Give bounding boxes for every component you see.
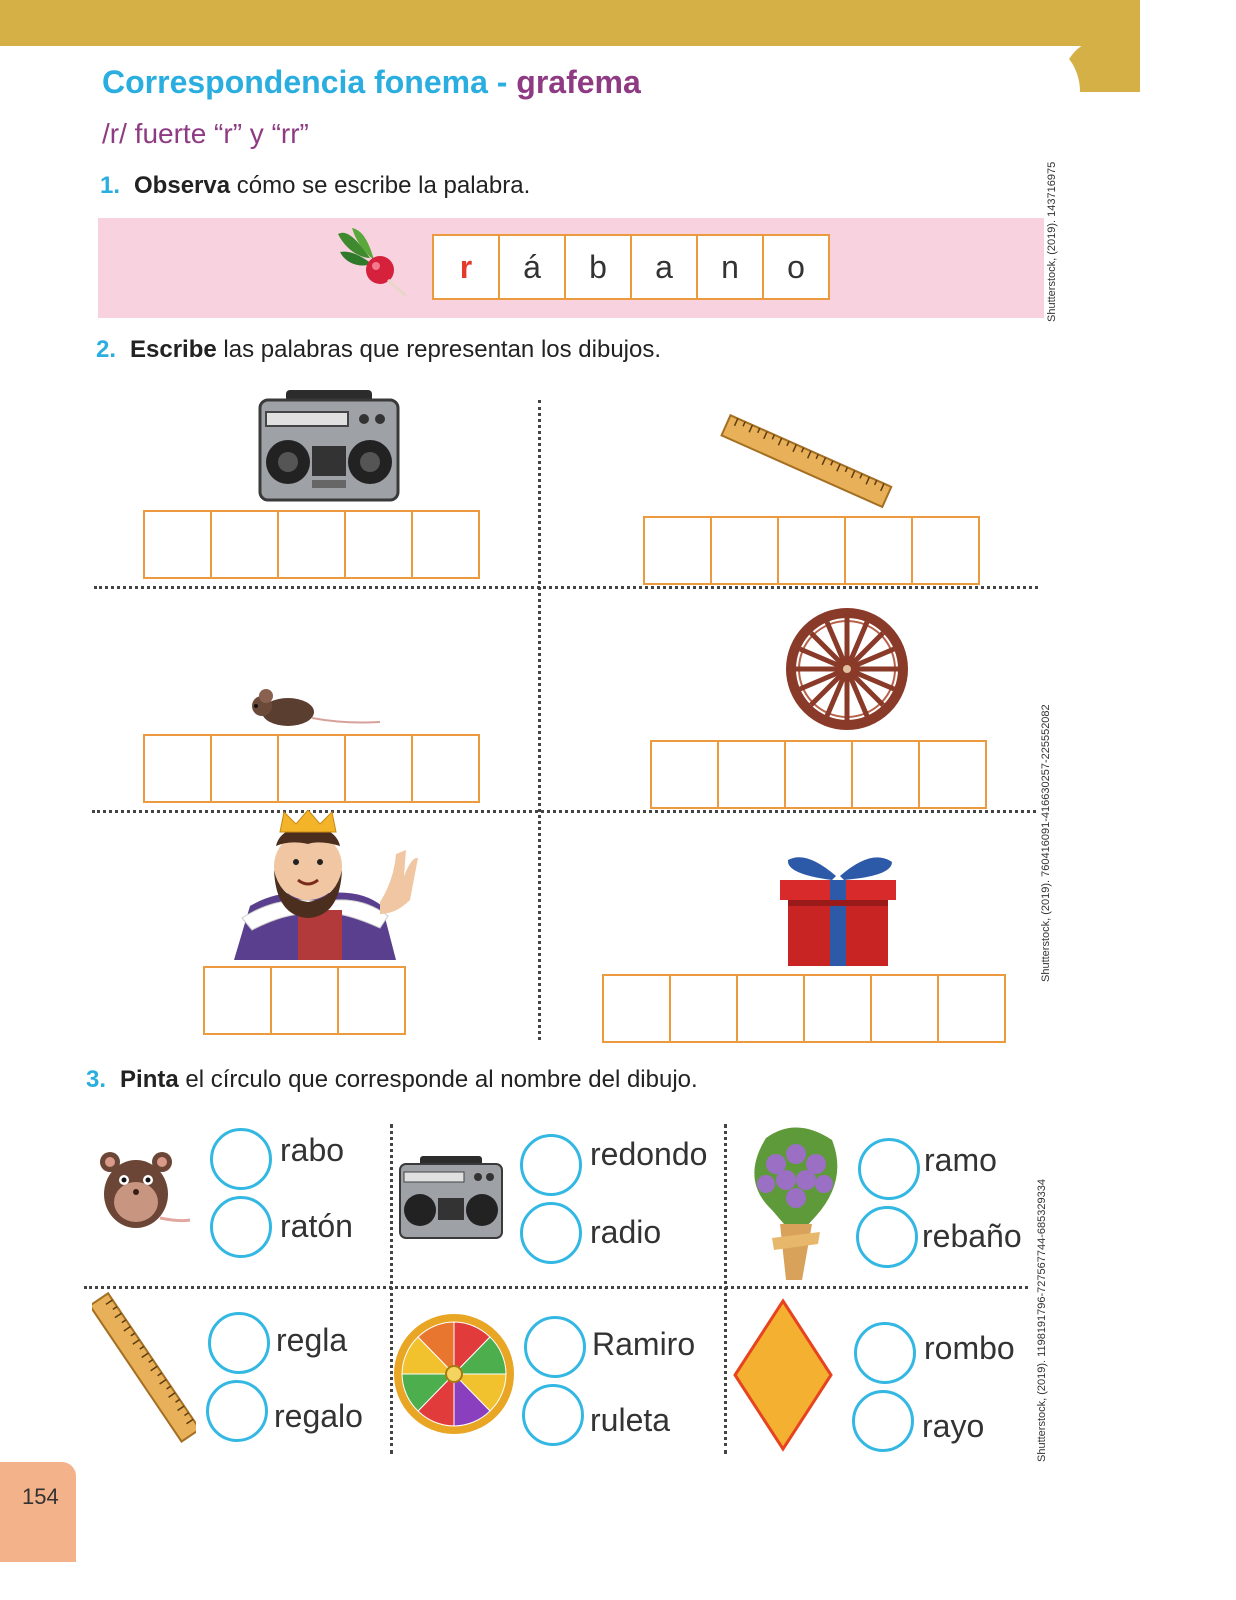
instruction-1: 1. Observa cómo se escribe la palabra. bbox=[100, 172, 531, 199]
instruction-2: 2. Escribe las palabras que representan los dibujos. bbox=[96, 336, 662, 363]
mouse-icon bbox=[244, 688, 384, 728]
answer-circle[interactable] bbox=[520, 1202, 582, 1264]
instruction-3: 3. Pinta el círculo que corresponde al nombre del dibujo. bbox=[86, 1066, 698, 1093]
option-word: ramo bbox=[924, 1142, 997, 1178]
letter-input-box[interactable] bbox=[143, 510, 212, 579]
option-word: rombo bbox=[924, 1330, 1015, 1366]
letter-input-box[interactable] bbox=[277, 510, 346, 579]
letter-input-box[interactable] bbox=[344, 734, 413, 803]
ruler-icon bbox=[716, 414, 896, 510]
option-word: radio bbox=[590, 1214, 662, 1250]
letter-box: á bbox=[498, 234, 566, 300]
option-word: rayo bbox=[922, 1408, 985, 1444]
radio-icon bbox=[398, 1154, 504, 1240]
answer-circle[interactable] bbox=[206, 1380, 268, 1442]
wheel-icon bbox=[784, 606, 910, 732]
mouse-icon bbox=[100, 1148, 192, 1232]
gift-icon bbox=[776, 850, 900, 968]
letter-input-box[interactable] bbox=[784, 740, 853, 809]
letter-box: b bbox=[564, 234, 632, 300]
answer-boxes-wheel bbox=[650, 740, 985, 809]
letter-input-box[interactable] bbox=[870, 974, 939, 1043]
letter-box: o bbox=[762, 234, 830, 300]
page-number: 154 bbox=[22, 1484, 59, 1509]
letter-input-box[interactable] bbox=[210, 510, 279, 579]
answer-boxes-ruler bbox=[643, 516, 978, 585]
letter-input-box[interactable] bbox=[710, 516, 779, 585]
letter-input-box[interactable] bbox=[844, 516, 913, 585]
letter-input-box[interactable] bbox=[270, 966, 339, 1035]
letter-input-box[interactable] bbox=[411, 734, 480, 803]
radish-icon bbox=[330, 224, 414, 300]
letter-input-box[interactable] bbox=[643, 516, 712, 585]
page-subtitle: /r/ fuerte “r” y “rr” bbox=[102, 118, 309, 149]
letter-box: r bbox=[432, 234, 500, 300]
image-credit: Shutterstock, (2019). 1198191796-727567744-685329334 bbox=[1036, 1179, 1048, 1462]
page-number-tab bbox=[0, 1462, 76, 1562]
image-credit: Shutterstock, (2019). 760416091-41663025​7-225552082 bbox=[1040, 704, 1052, 982]
page-title: Correspondencia fonema - grafema bbox=[102, 64, 641, 100]
letter-input-box[interactable] bbox=[344, 510, 413, 579]
option-word: regalo bbox=[274, 1398, 363, 1434]
letter-input-box[interactable] bbox=[918, 740, 987, 809]
answer-circle[interactable] bbox=[524, 1316, 586, 1378]
answer-circle[interactable] bbox=[520, 1134, 582, 1196]
answer-circle[interactable] bbox=[858, 1138, 920, 1200]
grid-divider-vertical bbox=[724, 1124, 727, 1454]
letter-box: a bbox=[630, 234, 698, 300]
option-word: ruleta bbox=[590, 1402, 671, 1438]
option-word: rabo bbox=[280, 1132, 345, 1168]
letter-input-box[interactable] bbox=[717, 740, 786, 809]
answer-boxes-gift bbox=[602, 974, 1004, 1043]
answer-circle[interactable] bbox=[852, 1390, 914, 1452]
letter-input-box[interactable] bbox=[277, 734, 346, 803]
grid-divider-vertical bbox=[538, 400, 541, 1040]
letter-input-box[interactable] bbox=[669, 974, 738, 1043]
option-word: redondo bbox=[590, 1136, 708, 1172]
answer-boxes-king bbox=[203, 966, 404, 1035]
letter-input-box[interactable] bbox=[210, 734, 279, 803]
answer-circle[interactable] bbox=[856, 1206, 918, 1268]
top-band bbox=[0, 0, 1140, 46]
letter-box: n bbox=[696, 234, 764, 300]
letter-input-box[interactable] bbox=[937, 974, 1006, 1043]
grid-divider-horizontal bbox=[94, 586, 1038, 589]
roulette-wheel-icon bbox=[392, 1312, 516, 1436]
grid-divider-horizontal bbox=[84, 1286, 1028, 1289]
letter-input-box[interactable] bbox=[143, 734, 212, 803]
option-word: regla bbox=[276, 1322, 348, 1358]
letter-input-box[interactable] bbox=[803, 974, 872, 1043]
rhombus-icon bbox=[732, 1298, 834, 1452]
bouquet-icon bbox=[736, 1120, 846, 1286]
answer-circle[interactable] bbox=[208, 1312, 270, 1374]
answer-boxes-mouse bbox=[143, 734, 478, 803]
letter-input-box[interactable] bbox=[911, 516, 980, 585]
letter-input-box[interactable] bbox=[203, 966, 272, 1035]
letter-input-box[interactable] bbox=[851, 740, 920, 809]
letter-input-box[interactable] bbox=[602, 974, 671, 1043]
answer-circle[interactable] bbox=[854, 1322, 916, 1384]
answer-circle[interactable] bbox=[210, 1196, 272, 1258]
option-word: rebaño bbox=[922, 1218, 1022, 1254]
letter-input-box[interactable] bbox=[411, 510, 480, 579]
option-word: Ramiro bbox=[592, 1326, 696, 1362]
answer-circle[interactable] bbox=[522, 1384, 584, 1446]
word-letter-row bbox=[432, 234, 828, 300]
radio-icon bbox=[258, 388, 400, 502]
image-credit: Shutterstock, (2019). 143716975 bbox=[1046, 161, 1058, 322]
king-icon bbox=[220, 810, 420, 960]
answer-boxes-radio bbox=[143, 510, 478, 579]
answer-circle[interactable] bbox=[210, 1128, 272, 1190]
letter-input-box[interactable] bbox=[736, 974, 805, 1043]
letter-input-box[interactable] bbox=[777, 516, 846, 585]
letter-input-box[interactable] bbox=[650, 740, 719, 809]
option-word: ratón bbox=[280, 1208, 353, 1244]
letter-input-box[interactable] bbox=[337, 966, 406, 1035]
ruler-icon bbox=[92, 1290, 196, 1446]
